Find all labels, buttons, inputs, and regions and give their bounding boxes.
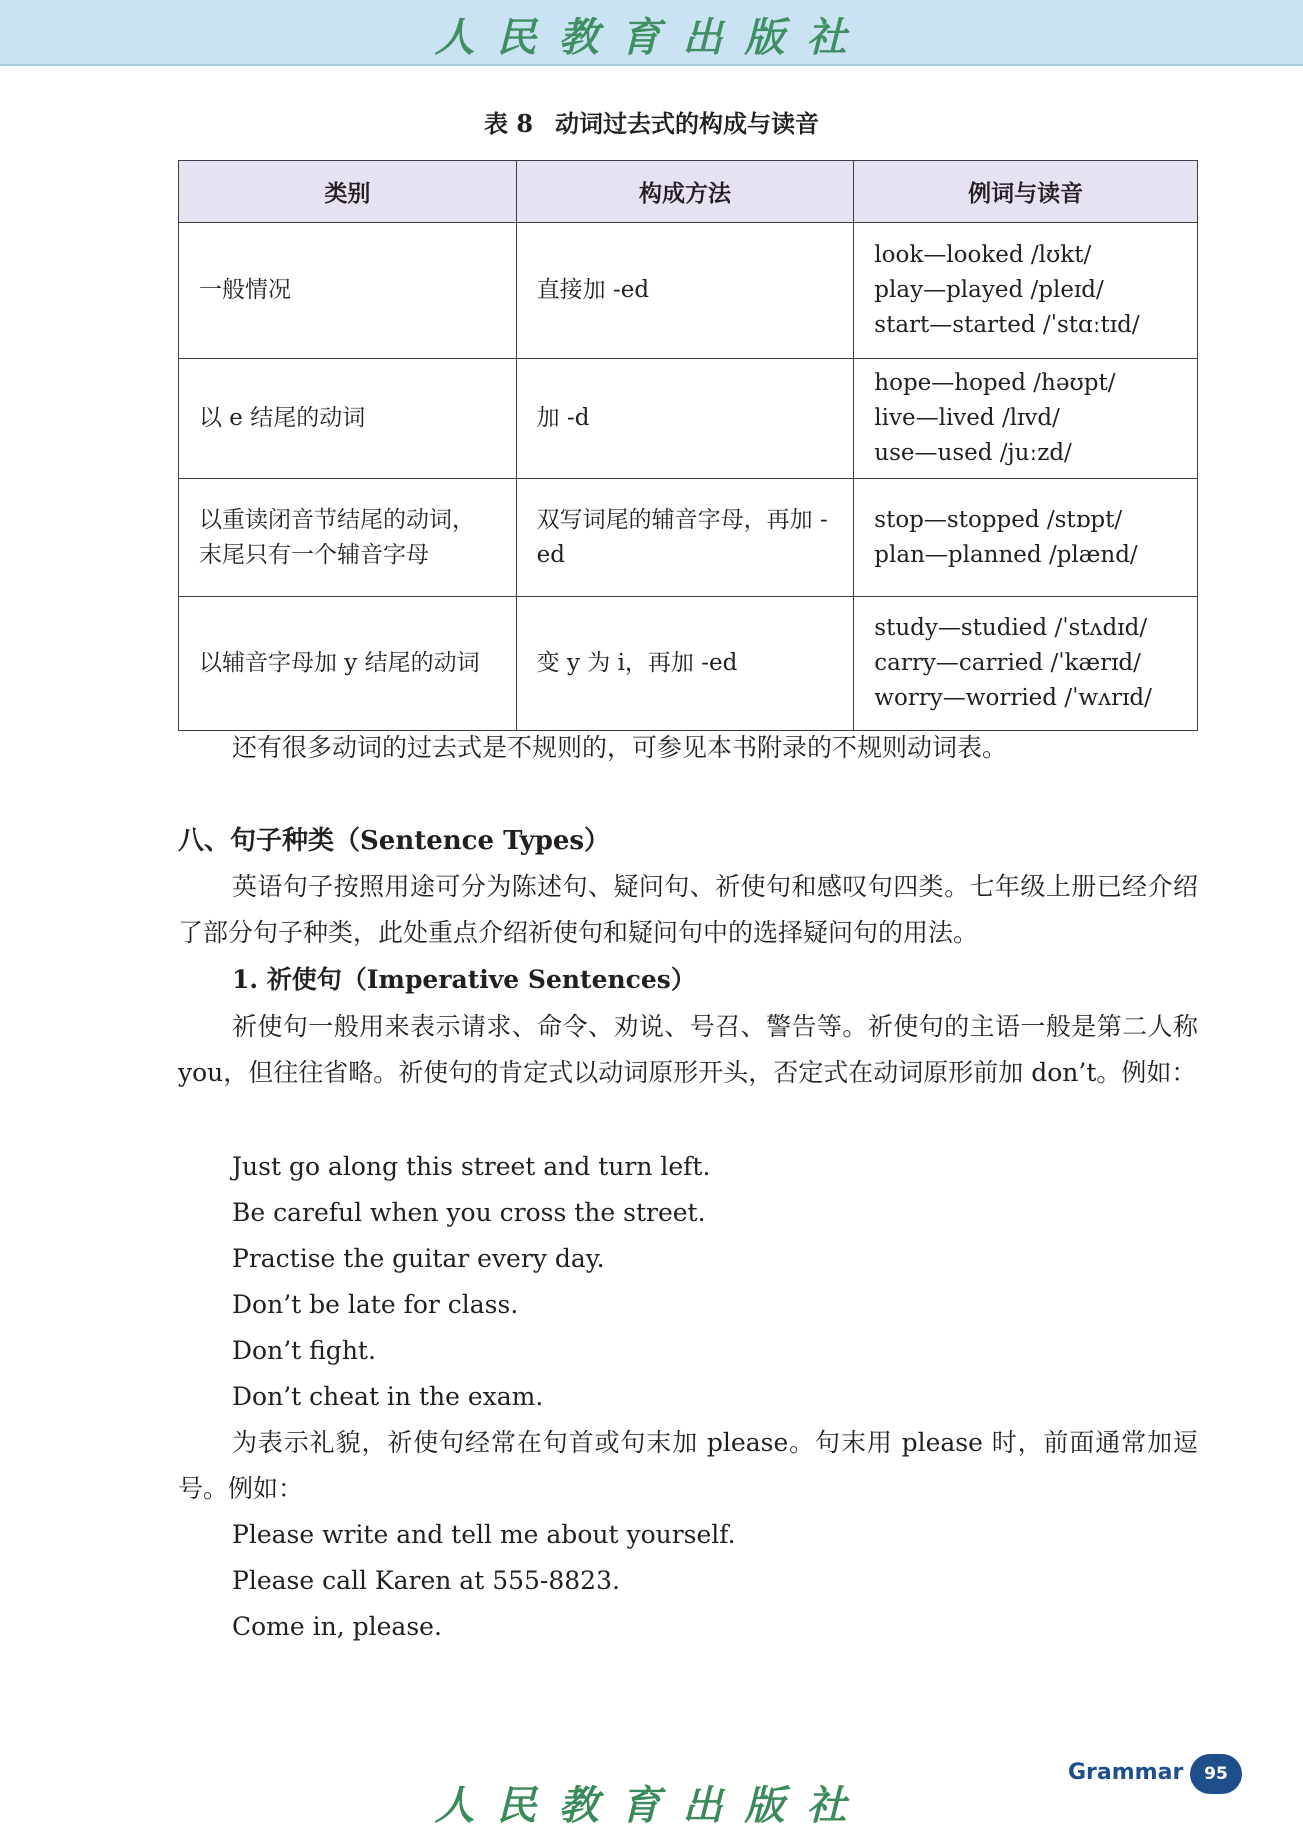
table-row [179,223,1198,359]
examples-cell [854,597,1198,731]
column-header: 例词与读音 [854,161,1198,223]
table-title: 动词过去式的构成与读音 [555,109,820,138]
category-cell: 以辅音字母加 y 结尾的动词 [179,597,517,731]
example-sentence: Please call Karen at 555-8823. [232,1566,620,1595]
section-intro: 英语句子按照用途可分为陈述句、疑问句、祈使句和感叹句四类。七年级上册已经介绍了部分句子种类，此处重点介绍祈使句和疑问句中的选择疑问句的用法。 [178,872,1198,947]
please-note: 为表示礼貌，祈使句经常在句首或句末加 please。句末用 please 时，前面通常加逗号。例如： [178,1428,1198,1503]
footer-section-label: Grammar [1068,1760,1184,1785]
example-sentence: Don’t be late for class. [232,1290,519,1319]
example-word: study—studied /ˈstʌdɪd/ [874,615,1148,641]
table-caption [0,104,1303,139]
column-header: 构成方法 [516,161,854,223]
examples-cell [854,359,1198,479]
imperative-examples [232,1144,710,1420]
example-word: worry—worried /ˈwʌrɪd/ [874,685,1152,711]
examples-cell [854,223,1198,359]
example-sentence: Don’t cheat in the exam. [232,1382,544,1411]
table-row [179,597,1198,731]
example-word: live—lived /lɪvd/ [874,405,1060,431]
method-cell: 变 y 为 i，再加 -ed [516,597,854,731]
publisher-logo-bottom: 人民教育出版社 [434,1782,869,1829]
method-cell: 双写词尾的辅音字母，再加 -ed [516,479,854,597]
page-number-badge: 95 [1190,1754,1242,1794]
example-sentence: Be careful when you cross the street. [232,1198,706,1227]
table-header-row [179,161,1198,223]
example-word: plan—planned /plænd/ [874,541,1138,568]
column-header: 类别 [179,161,517,223]
example-word: start—started /ˈstɑːtɪd/ [874,312,1140,338]
example-word: look—looked /lʊkt/ [874,242,1092,268]
example-sentence: Just go along this street and turn left. [232,1152,711,1181]
irregular-verbs-note: 还有很多动词的过去式是不规则的，可参见本书附录的不规则动词表。 [232,733,1008,762]
table-row [179,359,1198,479]
method-cell: 直接加 -ed [516,223,854,359]
example-word: play—played /pleɪd/ [874,277,1104,303]
method-cell: 加 -d [516,359,854,479]
imperative-intro: 祈使句一般用来表示请求、命令、劝说、号召、警告等。祈使句的主语一般是第二人称 you，但往往省略。祈使句的肯定式以动词原形开头，否定式在动词原形前加 don’t。例如： [178,1012,1198,1087]
publisher-logo: 人民教育出版社 [434,14,869,61]
past-tense-table [178,160,1198,731]
example-word: hope—hoped /həʊpt/ [874,370,1116,396]
examples-cell [854,479,1198,597]
example-word: stop—stopped /stɒpt/ [874,506,1123,533]
category-cell: 以重读闭音节结尾的动词，末尾只有一个辅音字母 [179,479,517,597]
please-examples [232,1512,736,1650]
table-number: 表 8 [483,109,534,138]
section-heading: 八、句子种类（Sentence Types） [178,826,611,856]
example-sentence: Please write and tell me about yourself. [232,1520,736,1549]
example-sentence: Come in, please. [232,1612,442,1641]
example-sentence: Don’t fight. [232,1336,376,1365]
category-cell: 以 e 结尾的动词 [179,359,517,479]
example-word: carry—carried /ˈkærɪd/ [874,650,1141,676]
category-cell: 一般情况 [179,223,517,359]
example-sentence: Practise the guitar every day. [232,1244,605,1273]
example-word: use—used /juːzd/ [874,440,1072,466]
table-row [179,479,1198,597]
sub-heading: 1. 祈使句（Imperative Sentences） [232,965,696,994]
